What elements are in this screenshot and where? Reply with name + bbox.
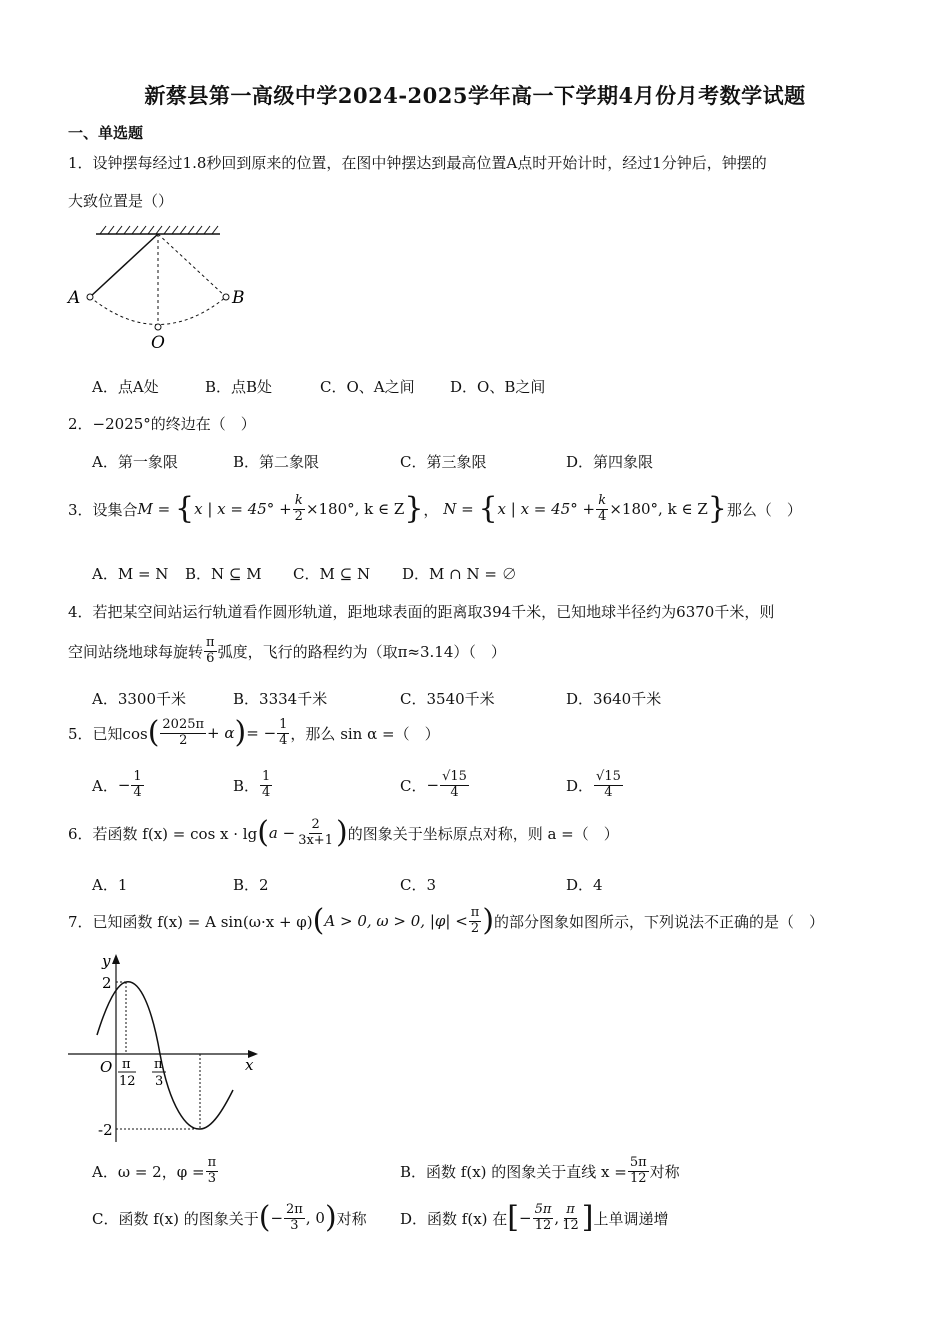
q3-set2-frac: $\frac{k}{4}$ xyxy=(598,493,607,524)
q3-set1-pre: x | x = 45° + xyxy=(194,500,292,519)
q4-option-c: C．3540千米 xyxy=(400,690,495,708)
q2-option-c: C．第三象限 xyxy=(400,453,487,471)
q3-option-c: C．M ⊆ N xyxy=(293,565,371,583)
graph-tick2-den: 3 xyxy=(155,1074,164,1089)
q3-set2-pre: x | x = 45° + xyxy=(497,500,596,519)
q1-line2: 大致位置是（） xyxy=(68,192,174,210)
graph-tick2-num: π xyxy=(154,1057,163,1072)
q5-option-b: B． $\frac{1}{4}$ xyxy=(233,769,271,800)
q7-cond-frac: $\frac{\pi}{2}$ xyxy=(470,905,480,936)
graph-origin-label: O xyxy=(100,1058,113,1076)
q3-set1-frac: $\frac{k}{2}$ xyxy=(294,493,303,524)
q2-option-a: A．第一象限 xyxy=(92,453,178,471)
q3-option-b: B．N ⊆ M xyxy=(185,565,262,583)
pendulum-figure xyxy=(62,222,262,352)
q7-option-b: B．函数 f(x) 的图象关于直线 x = $\frac{5\pi}{12}$ 对称 xyxy=(400,1155,680,1186)
q6-option-d: D．4 xyxy=(566,876,603,894)
section-heading: 一、单选题 xyxy=(68,124,144,142)
q6-option-a: A．1 xyxy=(92,876,128,894)
q6-frac: $\frac{2}{3x+1}$ xyxy=(298,817,333,848)
q5-stem: 5．已知cos ( $\frac{2025\pi}{2}$ + α ) = − $\frac{1}{4}$ ，那么 sin α =（ ） xyxy=(68,715,440,751)
q5-option-a: A． − $\frac{1}{4}$ xyxy=(92,769,142,800)
q7-option-d: D．函数 f(x) 在 [ − $\frac{5\pi}{12}$ , $\frac{\pi}{12}$ ] 上单调递增 xyxy=(400,1200,669,1236)
q3-set1-post: ×180°, k ∈ Z xyxy=(305,500,405,519)
q1-option-c: C．O、A之间 xyxy=(320,378,415,396)
graph-max-label: 2 xyxy=(102,974,112,992)
graph-tick1-num: π xyxy=(122,1057,131,1072)
q7-option-c: C．函数 f(x) 的图象关于 ( − $\frac{2\pi}{3}$ , 0 ) 对称 xyxy=(92,1200,367,1236)
q3-option-a: A．M = N xyxy=(92,565,169,583)
q6-stem: 6．若函数 f(x) = cos x · lg ( a − $\frac{2}{3x+1}$ ) 的图象关于坐标原点对称，则 a =（ ） xyxy=(68,815,619,851)
q5-rhs-frac: $\frac{1}{4}$ xyxy=(279,717,288,748)
q2-stem: 2．−2025°的终边在（ ） xyxy=(68,415,256,433)
q3-prefix: 3．设集合 xyxy=(68,500,138,519)
q5-option-d: D． $\frac{√15}{4}$ xyxy=(566,769,621,800)
q7-stem: 7．已知函数 f(x) = A sin(ω·x + φ) ( A > 0, ω > 0, |φ| < $\frac{\pi}{2}$ ) 的部分图象如图所示，下列说法不正确的是（ ） xyxy=(68,903,825,939)
q3-option-d: D．M ∩ N = ∅ xyxy=(402,565,517,583)
q3-suffix: 那么（ ） xyxy=(726,500,802,519)
q1-option-a: A．点A处 xyxy=(92,378,159,396)
sine-graph xyxy=(62,948,272,1148)
graph-min-label: -2 xyxy=(98,1121,113,1139)
q1-option-b: B．点B处 xyxy=(205,378,273,396)
q4-line1: 4．若把某空间站运行轨道看作圆形轨道，距地球表面的距离取394千米，已知地球半径约为6370千米，则 xyxy=(68,603,775,621)
pendulum-label-a: A xyxy=(68,288,81,308)
q5-frac: $\frac{2025\pi}{2}$ xyxy=(162,717,205,748)
graph-x-label: x xyxy=(245,1056,254,1074)
q2-option-d: D．第四象限 xyxy=(566,453,654,471)
exam-title: 新蔡县第一高级中学2024-2025学年高一下学期4月份月考数学试题 xyxy=(144,83,806,108)
q4-option-d: D．3640千米 xyxy=(566,690,662,708)
q4-option-a: A．3300千米 xyxy=(92,690,187,708)
q4-frac: $\frac{\pi}{6}$ xyxy=(206,635,215,666)
q6-option-b: B．2 xyxy=(233,876,269,894)
q1-line1: 1．设钟摆每经过1.8秒回到原来的位置，在图中钟摆达到最高位置A点时开始计时，经过1分钟后，钟摆的 xyxy=(68,154,767,172)
pendulum-label-o: O xyxy=(151,333,165,352)
q2-option-b: B．第二象限 xyxy=(233,453,320,471)
q7-option-a: A．ω = 2，φ = $\frac{\pi}{3}$ xyxy=(92,1155,217,1186)
graph-tick1-den: 12 xyxy=(119,1074,136,1089)
pendulum-label-b: B xyxy=(232,288,245,308)
q3-set-m: M xyxy=(137,500,153,519)
graph-y-label: y xyxy=(102,952,111,970)
q3-stem: 3．设集合 M = { x | x = 45° + $\frac{k}{2}$ ×180°, k ∈ Z } ， N = { x | x = 45° + $\frac{k}{4}$ ×180°, k ∈ Z } 那么（ ） xyxy=(68,491,802,527)
q4-line2: 空间站绕地球每旋转 $\frac{\pi}{6}$ 弧度，飞行的路程约为（取π≈3.14）（ ） xyxy=(68,635,506,666)
q4-option-b: B．3334千米 xyxy=(233,690,328,708)
q1-option-d: D．O、B之间 xyxy=(450,378,546,396)
q5-option-c: C． − $\frac{√15}{4}$ xyxy=(400,769,467,800)
q3-set-n: N xyxy=(443,500,457,519)
q6-option-c: C．3 xyxy=(400,876,437,894)
q3-set2-post: ×180°, k ∈ Z xyxy=(609,500,708,519)
